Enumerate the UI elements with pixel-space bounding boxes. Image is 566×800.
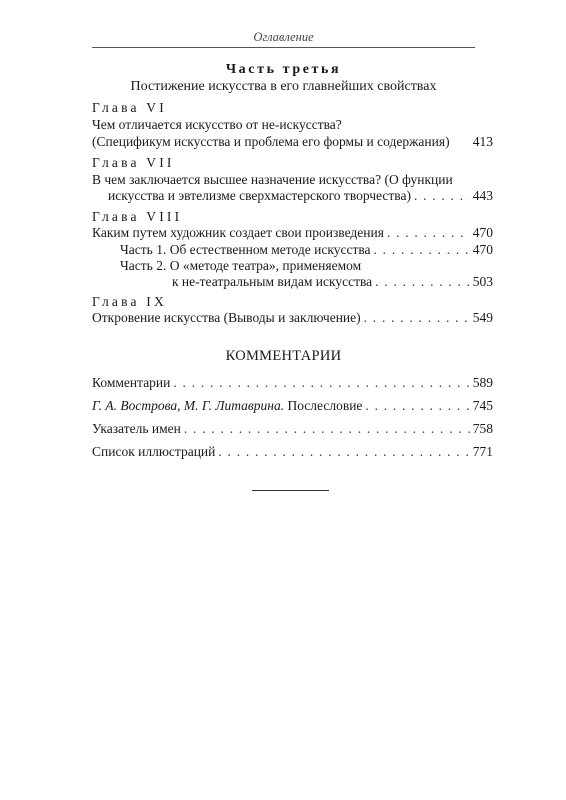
leader-dots (218, 444, 469, 460)
leader-dots (387, 225, 470, 241)
chapter-6-page: 413 (472, 134, 493, 149)
chapter-label-6: Глава VI (92, 100, 167, 115)
chapter-8-part2-title-line1: Часть 2. О «методе театра», применяемом (120, 258, 362, 273)
chapter-9-entry[interactable] (92, 310, 493, 326)
chapter-9-title: Откровение искусства (Выводы и заключение) (92, 310, 361, 325)
chapter-8-part2-entry[interactable] (92, 274, 493, 290)
leader-dots (364, 310, 470, 326)
chapter-8-title: Каким путем художник создает свои произведения (92, 225, 384, 240)
part-title: Часть третья (225, 62, 342, 77)
chapter-6-title-line2: (Спецификум искусства и проблема его формы и содержания) (92, 134, 450, 149)
leader-dots (184, 421, 470, 437)
chapter-8-part1-title: Часть 1. Об естественном методе искусства (120, 242, 371, 257)
name-index-page: 758 (472, 421, 493, 436)
comments-title: Комментарии (92, 375, 171, 390)
illustrations-page: 771 (472, 444, 493, 459)
afterword-title-wrap (92, 398, 362, 414)
leader-dots (374, 242, 470, 258)
chapter-label-7: Глава VII (92, 155, 175, 170)
name-index-entry[interactable] (92, 421, 493, 437)
chapter-7-page: 443 (472, 188, 493, 203)
comments-heading: КОММЕНТАРИИ (225, 348, 342, 364)
leader-dots (365, 398, 469, 414)
chapter-label-9: Глава IX (92, 294, 167, 309)
comments-page: 589 (472, 375, 493, 390)
leader-dots (414, 188, 470, 204)
end-rule (252, 490, 329, 491)
running-head: Оглавление (253, 30, 314, 44)
chapter-8-part2-page: 503 (472, 274, 493, 289)
leader-dots (173, 375, 469, 391)
chapter-6-entry[interactable] (92, 134, 493, 150)
leader-dots (375, 274, 470, 290)
chapter-8-part1-page: 470 (472, 242, 493, 257)
chapter-8-entry[interactable] (92, 225, 493, 241)
illustrations-entry[interactable] (92, 444, 493, 460)
chapter-7-entry[interactable] (92, 188, 493, 204)
chapter-6-title-line1: Чем отличается искусство от не-искусства? (92, 117, 342, 132)
chapter-7-title-line1: В чем заключается высшее назначение искусства? (О функции (92, 172, 453, 187)
chapter-label-8: Глава VIII (92, 209, 183, 224)
part-subtitle: Постижение искусства в его главнейших свойствах (130, 79, 437, 94)
header-rule (92, 47, 475, 48)
chapter-7-title-line2: искусства и эвтелизме сверхмастерского творчества) (108, 188, 411, 203)
afterword-page: 745 (472, 398, 493, 413)
chapter-8-part2-title-line2: к не-театральным видам искусства (172, 274, 373, 289)
afterword-title: Послесловие (287, 398, 363, 413)
chapter-9-page: 549 (472, 310, 493, 325)
afterword-entry[interactable] (92, 398, 493, 414)
comments-entry[interactable] (92, 375, 493, 391)
afterword-authors: Г. А. Вострова, М. Г. Литаврина. (92, 398, 285, 413)
chapter-8-part1-entry[interactable] (92, 242, 493, 258)
name-index-title: Указатель имен (92, 421, 181, 436)
chapter-8-page: 470 (472, 225, 493, 240)
illustrations-title: Список иллюстраций (92, 444, 216, 459)
